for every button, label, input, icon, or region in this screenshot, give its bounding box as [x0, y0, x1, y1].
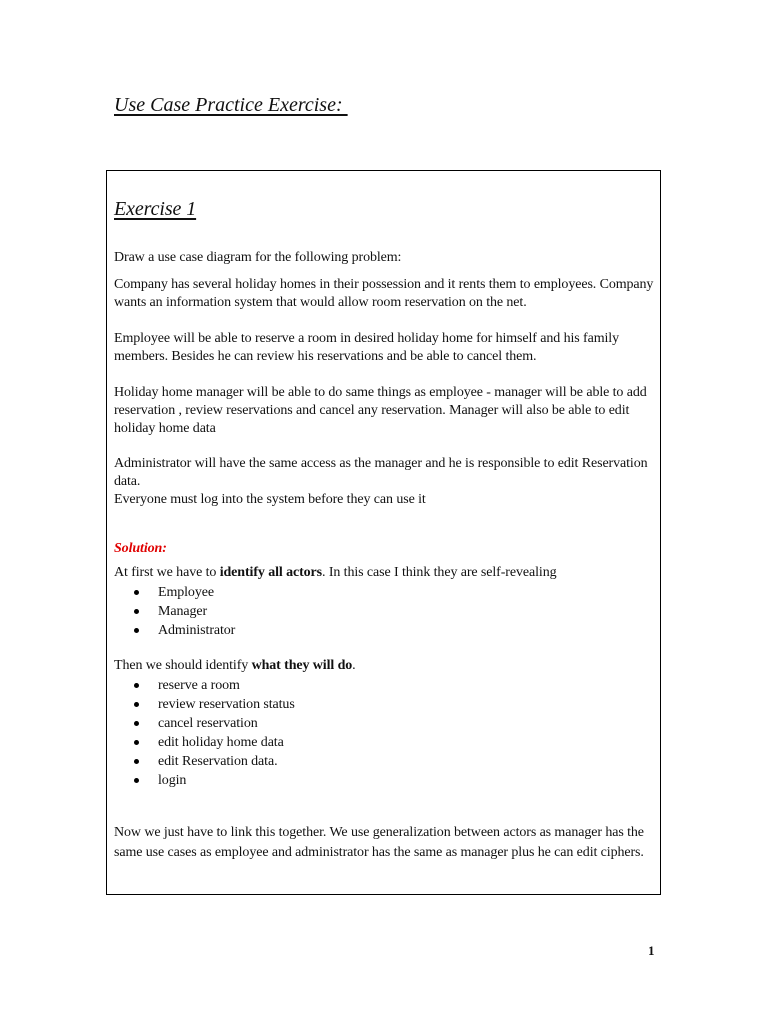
actions-intro-rest: . — [352, 658, 356, 673]
bullet-icon — [134, 778, 139, 783]
action-name: review reservation status — [158, 697, 295, 712]
bullet-icon — [134, 759, 139, 764]
exercise-intro: Draw a use case diagram for the following problem: — [114, 250, 402, 265]
bullet-icon — [134, 721, 139, 726]
actions-intro — [114, 657, 654, 675]
exercise-title: Exercise 1 — [114, 198, 197, 220]
action-name: login — [158, 773, 187, 788]
bullet-icon — [134, 609, 139, 614]
actions-intro-text: Then we should identify — [114, 658, 252, 673]
list-item — [114, 676, 654, 695]
problem-paragraph-administrator: Administrator will have the same access as the manager and he is responsible to edit Reservation data. — [114, 456, 648, 489]
actor-name: Employee — [158, 585, 214, 600]
solution-conclusion: Now we just have to link this together. We use generalization between actors as manager has the same use cases as employee and administrator has the same as manager plus he can edit ciphers. — [114, 825, 644, 860]
list-item — [114, 583, 654, 602]
action-name: cancel reservation — [158, 716, 258, 731]
actors-intro-text: At first we have to — [114, 565, 220, 580]
list-item — [114, 771, 654, 790]
actors-list — [114, 583, 654, 640]
bullet-icon — [134, 590, 139, 595]
page-title: Use Case Practice Exercise: — [114, 94, 348, 116]
list-item — [114, 752, 654, 771]
actions-intro-emphasis: what they will do — [251, 658, 353, 673]
solution-label: Solution: — [114, 541, 167, 556]
bullet-icon — [134, 628, 139, 633]
problem-paragraph-company: Company has several holiday homes in their possession and it rents them to employees. Company wants an information system that would allow room reservation on the net. — [114, 277, 654, 310]
action-name: edit Reservation data. — [158, 754, 278, 769]
actors-intro-rest: . In this case I think they are self-revealing — [322, 565, 557, 580]
action-name: reserve a room — [158, 678, 240, 693]
problem-paragraph-employee: Employee will be able to reserve a room in desired holiday home for himself and his family members. Besides he can review his reservations and be able to cancel them. — [114, 331, 619, 364]
bullet-icon — [134, 740, 139, 745]
bullet-icon — [134, 683, 139, 688]
actor-name: Administrator — [158, 623, 236, 638]
actions-list — [114, 676, 654, 790]
list-item — [114, 695, 654, 714]
problem-paragraph-login: Everyone must log into the system before they can use it — [114, 492, 426, 507]
list-item — [114, 733, 654, 752]
problem-paragraph-manager: Holiday home manager will be able to do same things as employee - manager will be able to add reservation , review reservations and cancel any reservation. Manager will also be able to edit holiday home data — [114, 385, 647, 436]
actors-intro — [114, 564, 654, 582]
bullet-icon — [134, 702, 139, 707]
actors-intro-emphasis: identify all actors — [219, 565, 323, 580]
action-name: edit holiday home data — [158, 735, 284, 750]
page-number: 1 — [648, 943, 655, 958]
actor-name: Manager — [158, 604, 208, 619]
exercise-box — [106, 170, 661, 895]
list-item — [114, 602, 654, 621]
list-item — [114, 621, 654, 640]
list-item — [114, 714, 654, 733]
